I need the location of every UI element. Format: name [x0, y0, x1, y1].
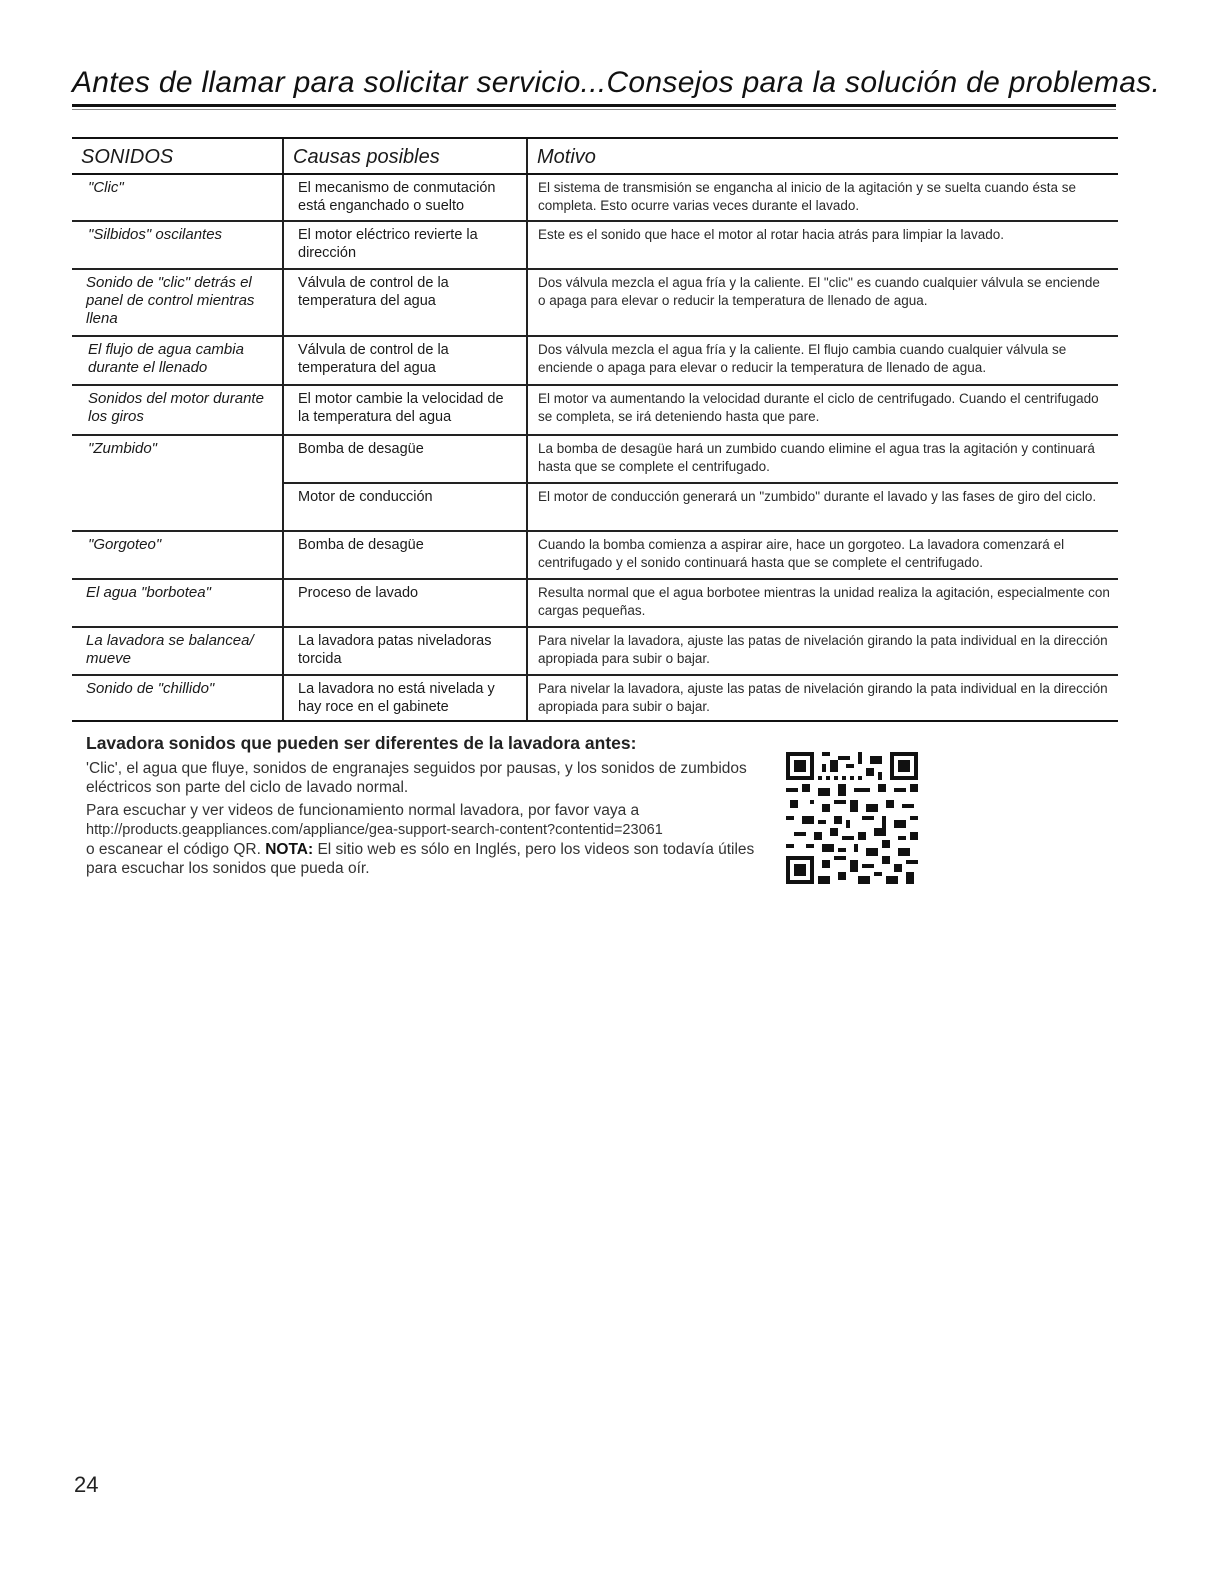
table-row	[72, 531, 1118, 579]
reason-cell: Resulta normal que el agua borbotee mientras la unidad realiza la agitación, especialmente con cargas pequeñas.	[527, 579, 1118, 627]
reason-cell: La bomba de desagüe hará un zumbido cuando elimine el agua tras la agitación y continuará hasta que se complete el centrifugado.	[527, 435, 1118, 483]
info-paragraph-2	[86, 801, 766, 878]
table-row	[72, 269, 1118, 336]
sound-cell: El agua "borbotea"	[72, 579, 283, 627]
reason-cell: Cuando la bomba comienza a aspirar aire, hace un gorgoteo. La lavadora comenzará el centrifugado y el sonido continuará hasta que se complete el centrifugado.	[527, 531, 1118, 579]
sound-cell: El flujo de agua cambia durante el llenado	[72, 336, 283, 385]
table-row	[72, 627, 1118, 675]
table-row	[72, 675, 1118, 721]
support-url-link[interactable]: http://products.geappliances.com/appliance/gea-support-search-content?contentid=23061	[86, 822, 663, 838]
title-rule	[72, 104, 1116, 107]
cause-cell: El motor eléctrico revierte la dirección	[283, 221, 527, 269]
table-row	[72, 435, 1118, 483]
table-row	[72, 336, 1118, 385]
header-causes: Causas posibles	[283, 138, 527, 174]
troubleshooting-table	[72, 137, 1118, 722]
qr-finder-bottom-left	[786, 856, 814, 884]
page-number: 24	[74, 1472, 99, 1497]
cause-cell: La lavadora patas niveladoras torcida	[283, 627, 527, 675]
info-qr-text: o escanear el código QR.	[86, 841, 261, 858]
info-intro: Para escuchar y ver videos de funcionamiento normal lavadora, por favor vaya a	[86, 802, 640, 819]
sound-cell: Sonido de "clic" detrás el panel de control mientras llena	[72, 269, 283, 336]
cause-cell: Bomba de desagüe	[283, 531, 527, 579]
reason-cell: El motor va aumentando la velocidad durante el ciclo de centrifugado. Cuando el centrifugado se completa, se irá deteniendo hasta que pare.	[527, 385, 1118, 435]
info-body	[86, 759, 766, 878]
sound-cell: "Gorgoteo"	[72, 531, 283, 579]
table-row	[72, 579, 1118, 627]
table-row	[72, 174, 1118, 221]
qr-finder-top-left	[786, 752, 814, 780]
reason-cell: Para nivelar la lavadora, ajuste las patas de nivelación girando la pata individual en la dirección apropiada para subir o bajar.	[527, 675, 1118, 721]
reason-cell: Este es el sonido que hace el motor al rotar hacia atrás para limpiar la lavado.	[527, 221, 1118, 269]
sound-cell: "Silbidos" oscilantes	[72, 221, 283, 269]
reason-cell: El sistema de transmisión se engancha al inicio de la agitación y se suelta cuando ésta se completa. Esto ocurre varias veces durante el lavado.	[527, 174, 1118, 221]
cause-cell: Bomba de desagüe	[283, 435, 527, 483]
cause-cell: El motor cambie la velocidad de la temperatura del agua	[283, 385, 527, 435]
sound-cell: "Zumbido"	[88, 440, 158, 457]
qr-finder-top-right	[890, 752, 918, 780]
sound-cell: La lavadora se balancea/ mueve	[72, 627, 283, 675]
table-row	[72, 483, 1118, 531]
header-sounds: SONIDOS	[72, 138, 283, 174]
cause-cell: El mecanismo de conmutación está enganchado o suelto	[283, 174, 527, 221]
sound-cell: Sonidos del motor durante los giros	[72, 385, 283, 435]
cause-cell: Proceso de lavado	[283, 579, 527, 627]
qr-code-icon[interactable]	[786, 752, 918, 884]
reason-cell: Dos válvula mezcla el agua fría y la caliente. El "clic" es cuando cualquier válvula se enciende o apaga para elevar o reducir la temperatura de llenado de agua.	[527, 269, 1118, 336]
table-row	[72, 385, 1118, 435]
table-row	[72, 221, 1118, 269]
note-label: NOTA:	[265, 841, 314, 858]
info-paragraph-1: 'Clic', el agua que fluye, sonidos de engranajes seguidos por pausas, y los sonidos de zumbidos eléctricos son parte del ciclo de lavado normal.	[86, 760, 747, 796]
sound-cell: Sonido de "chillido"	[72, 675, 283, 721]
title-rule-thin	[72, 109, 1116, 110]
cause-cell: Válvula de control de la temperatura del agua	[283, 269, 527, 336]
cause-cell: Motor de conducción	[283, 483, 527, 531]
sound-cell: "Clic"	[72, 174, 283, 221]
cause-cell: La lavadora no está nivelada y hay roce en el gabinete	[283, 675, 527, 721]
page-title: Antes de llamar para solicitar servicio...Consejos para la solución de problemas.	[72, 66, 1161, 99]
note-text: El sitio web es sólo en Inglés, pero los videos son todavía útiles para escuchar los sonidos que pueda oír.	[86, 841, 755, 877]
reason-cell: Para nivelar la lavadora, ajuste las patas de nivelación girando la pata individual en la dirección apropiada para subir o bajar.	[527, 627, 1118, 675]
table-header-row	[72, 138, 1118, 174]
info-heading: Lavadora sonidos que pueden ser diferentes de la lavadora antes:	[86, 733, 637, 753]
cause-cell: Válvula de control de la temperatura del agua	[283, 336, 527, 385]
sound-cell	[72, 483, 283, 531]
header-reason: Motivo	[527, 138, 1118, 174]
reason-cell: Dos válvula mezcla el agua fría y la caliente. El flujo cambia cuando cualquier válvula se enciende o apaga para elevar o reducir la temperatura de llenado de agua.	[527, 336, 1118, 385]
reason-cell: El motor de conducción generará un "zumbido" durante el lavado y las fases de giro del ciclo.	[527, 483, 1118, 531]
